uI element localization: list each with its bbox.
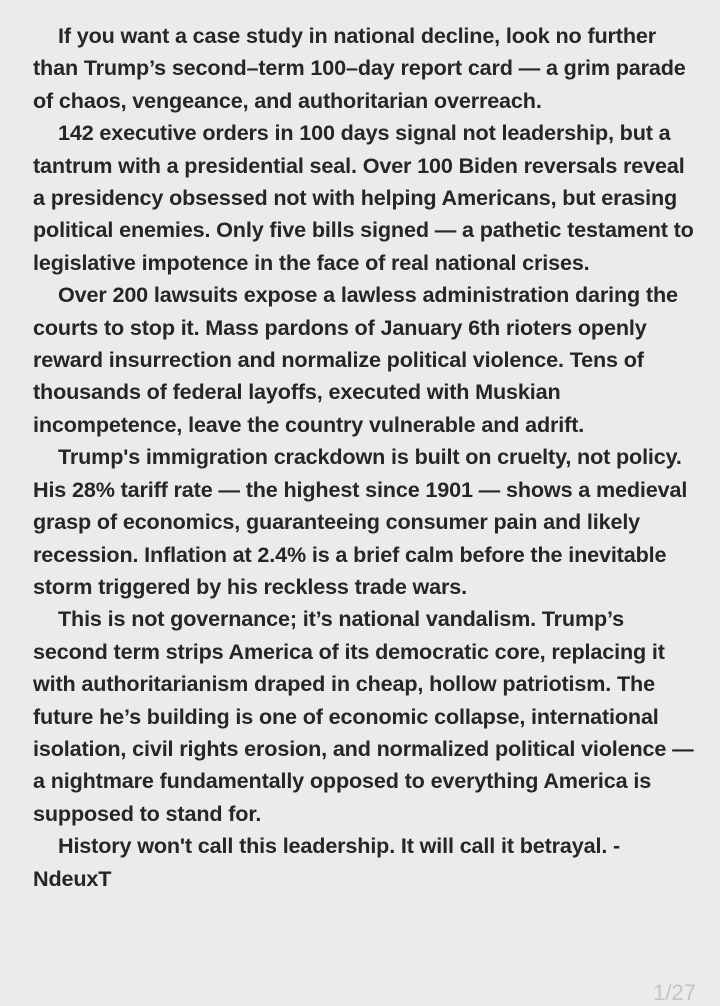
paragraph-lawsuits: Over 200 lawsuits expose a lawless administration daring the courts to stop it. Mass pardons of January 6th rioters openly reward insurrection and normalize political violence. Tens of thousands of federal layoffs, executed with Muskian incompetence, leave the country vulnerable and adrift. [33, 282, 678, 437]
paragraph-governance: This is not governance; it’s national vandalism. Trump’s second term strips America of its democratic core, replacing it with authoritarianism draped in cheap, hollow patriotism. The future he’s building is one of economic collapse, international isolation, civil rights erosion, and normalized political violence — a nightmare fundamentally opposed to everything America is supposed to stand for. [33, 606, 694, 826]
page-indicator: 1/27 [653, 980, 696, 1005]
paragraph-executive-orders: 142 executive orders in 100 days signal not leadership, but a tantrum with a presidential seal. Over 100 Biden reversals reveal a presidency obsessed not with helping Americans, but erasing political enemies. Only five bills signed — a pathetic testament to legislative impotence in the face of real national crises. [33, 120, 694, 275]
paragraph-intro: If you want a case study in national decline, look no further than Trump’s second–term 100–day report card — a grim parade of chaos, vengeance, and authoritarian overreach. [33, 23, 686, 113]
paragraph-conclusion-signature: History won't call this leadership. It will call it betrayal. - NdeuxT [33, 833, 621, 891]
paragraph-immigration-tariffs: Trump's immigration crackdown is built on cruelty, not policy. His 28% tariff rate — the highest since 1901 — shows a medieval grasp of economics, guaranteeing consumer pain and likely recession. Inflation at 2.4% is a brief calm before the inevitable storm triggered by his reckless trade wars. [33, 444, 688, 599]
